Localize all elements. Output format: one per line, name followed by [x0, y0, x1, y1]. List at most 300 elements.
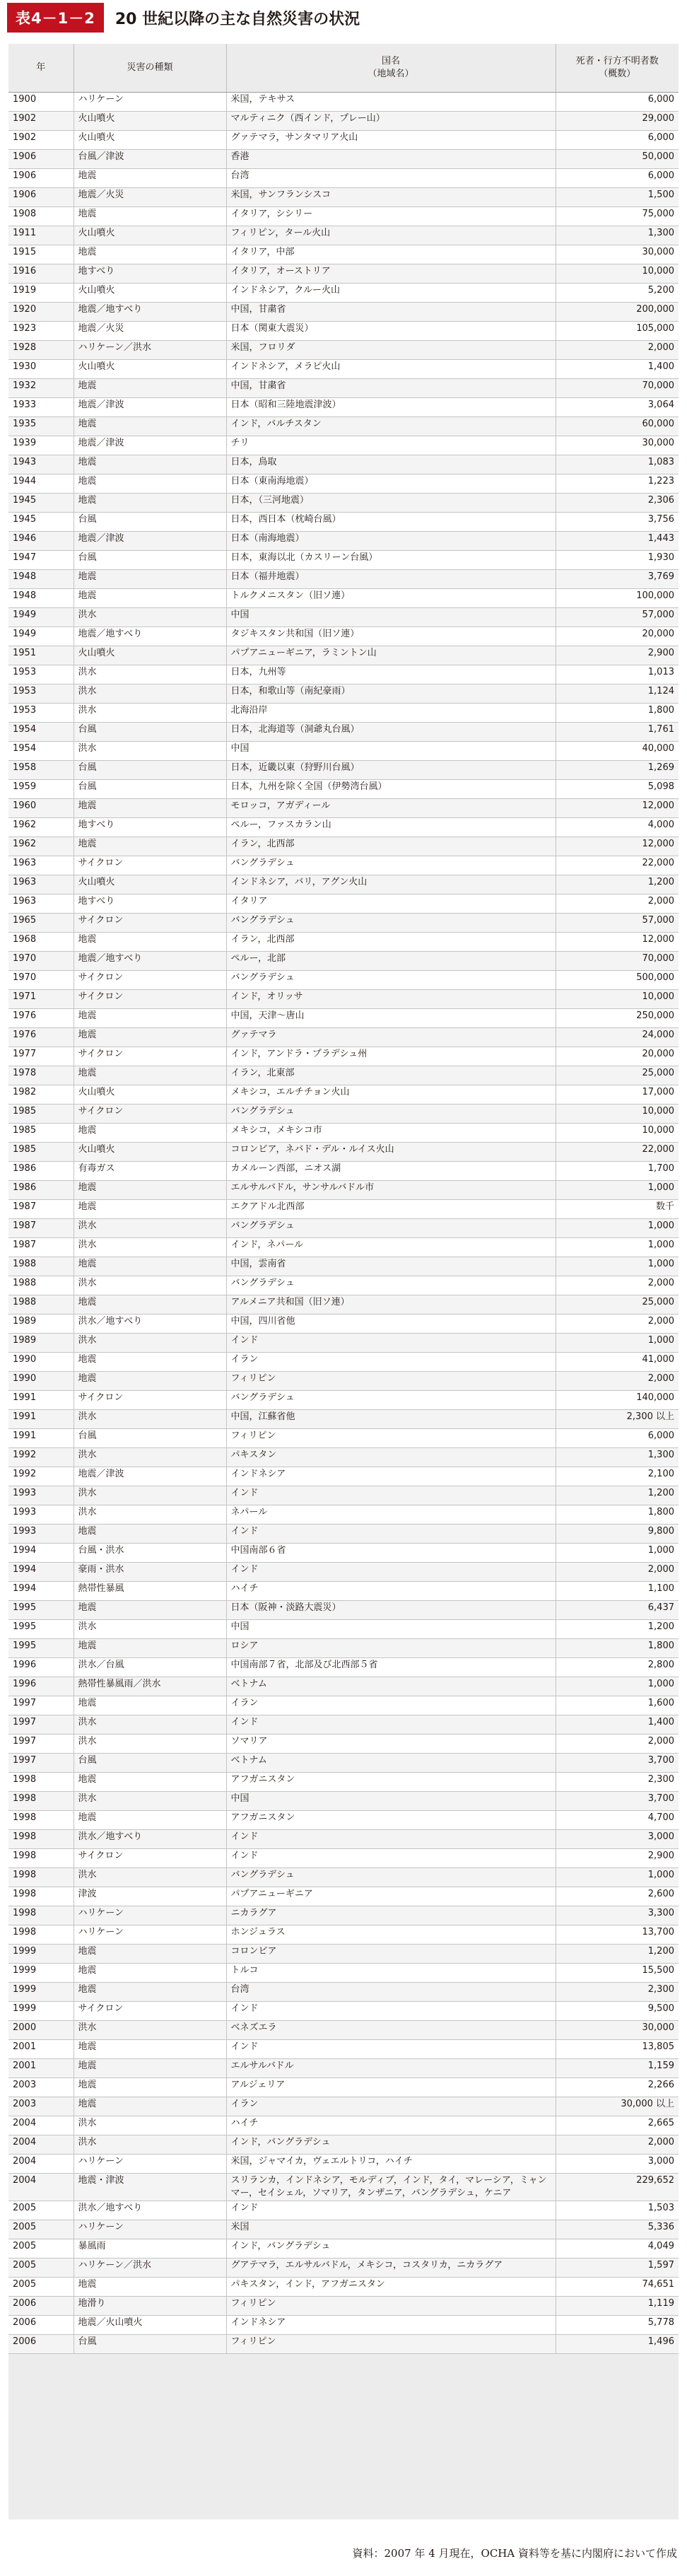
dead-cell: 100,000 [556, 589, 679, 608]
year-cell: 1985 [8, 1124, 74, 1143]
table-row [8, 704, 679, 723]
year-cell: 1998 [8, 1830, 74, 1849]
year-cell: 1971 [8, 990, 74, 1009]
type-cell: 地震 [74, 1257, 226, 1276]
dead-cell: 1,200 [556, 1945, 679, 1964]
dead-cell: 13,805 [556, 2040, 679, 2059]
place-cell: ソマリア [226, 1735, 556, 1754]
type-cell: 地震 [74, 474, 226, 494]
dead-cell: 1,083 [556, 455, 679, 474]
dead-cell: 5,336 [556, 2220, 679, 2239]
type-cell: 台風 [74, 1754, 226, 1773]
dead-cell: 74,651 [556, 2278, 679, 2297]
dead-cell: 13,700 [556, 1925, 679, 1945]
place-cell: ニカラグア [226, 1906, 556, 1925]
year-cell: 2005 [8, 2259, 74, 2278]
type-cell: ハリケーン [74, 1906, 226, 1925]
year-cell: 1943 [8, 455, 74, 474]
dead-cell: 30,000 以上 [556, 2097, 679, 2116]
type-cell: 洪水 [74, 665, 226, 684]
table-row [8, 1658, 679, 1677]
dead-cell: 1,000 [556, 1181, 679, 1200]
year-cell: 1976 [8, 1028, 74, 1047]
dead-cell: 6,437 [556, 1601, 679, 1620]
year-cell: 1919 [8, 284, 74, 303]
type-cell: サイクロン [74, 856, 226, 875]
year-cell: 1999 [8, 1983, 74, 2002]
dead-cell: 1,000 [556, 1238, 679, 1257]
type-cell: 洪水／台風 [74, 1658, 226, 1677]
type-cell: 洪水／地すべり [74, 1315, 226, 1334]
type-cell: 洪水 [74, 1334, 226, 1353]
year-cell: 1962 [8, 818, 74, 837]
table-row [8, 589, 679, 608]
table-row [8, 188, 679, 207]
type-cell: 地震 [74, 1601, 226, 1620]
table-row [8, 1868, 679, 1887]
disaster-table [8, 44, 679, 2354]
place-cell: インドネシア，クルー火山 [226, 284, 556, 303]
place-cell: メキシコ，メキシコ市 [226, 1124, 556, 1143]
year-cell: 1968 [8, 933, 74, 952]
type-cell: 地震 [74, 245, 226, 264]
type-cell: 洪水 [74, 1792, 226, 1811]
year-cell: 1990 [8, 1372, 74, 1391]
type-cell: 津波 [74, 1887, 226, 1906]
dead-cell: 40,000 [556, 742, 679, 761]
place-cell: バングラデシュ [226, 1391, 556, 1410]
place-cell: チリ [226, 436, 556, 455]
place-cell: インド，アンドラ・プラデシュ州 [226, 1047, 556, 1066]
type-cell: 地震 [74, 2278, 226, 2297]
type-cell: ハリケーン [74, 2155, 226, 2174]
type-cell: 地震／地すべり [74, 952, 226, 971]
table-header-row [8, 44, 679, 93]
year-cell: 1998 [8, 1792, 74, 1811]
table-row [8, 2278, 679, 2297]
year-cell: 1908 [8, 207, 74, 226]
type-cell: サイクロン [74, 1391, 226, 1410]
place-cell: 日本，和歌山等（南紀豪雨） [226, 684, 556, 704]
type-cell: 地震 [74, 1811, 226, 1830]
dead-cell: 12,000 [556, 799, 679, 818]
year-cell: 1944 [8, 474, 74, 494]
year-cell: 1997 [8, 1715, 74, 1735]
dead-cell: 3,700 [556, 1754, 679, 1773]
dead-cell: 1,000 [556, 1257, 679, 1276]
table-row [8, 2059, 679, 2078]
type-cell: 地震 [74, 1964, 226, 1983]
dead-cell: 2,000 [556, 1276, 679, 1295]
place-cell: バングラデシュ [226, 856, 556, 875]
dead-cell: 10,000 [556, 990, 679, 1009]
place-cell: 中国 [226, 1792, 556, 1811]
dead-cell: 1,600 [556, 1696, 679, 1715]
table-row [8, 1181, 679, 1200]
place-cell: イラン [226, 2097, 556, 2116]
year-cell: 1998 [8, 1906, 74, 1925]
type-cell: サイクロン [74, 1849, 226, 1868]
table-row [8, 2316, 679, 2335]
type-cell: 地震 [74, 2040, 226, 2059]
year-cell: 1933 [8, 398, 74, 417]
year-cell: 1994 [8, 1563, 74, 1582]
table-row [8, 933, 679, 952]
place-cell: バングラデシュ [226, 1868, 556, 1887]
type-cell: 地震 [74, 1295, 226, 1315]
dead-cell: 1,930 [556, 551, 679, 570]
place-cell: インド，オリッサ [226, 990, 556, 1009]
place-cell: インド [226, 1563, 556, 1582]
table-row [8, 2174, 679, 2201]
place-cell: 日本，近畿以東（狩野川台風） [226, 761, 556, 780]
dead-cell: 22,000 [556, 1143, 679, 1162]
dead-cell: 10,000 [556, 264, 679, 284]
year-cell: 2004 [8, 2155, 74, 2174]
place-cell: ベトナム [226, 1677, 556, 1696]
page-title: 20 世紀以降の主な自然災害の状況 [114, 10, 360, 28]
type-cell: 暴風雨 [74, 2239, 226, 2259]
year-cell: 1900 [8, 93, 74, 112]
year-cell: 1932 [8, 379, 74, 398]
type-cell: 地滑り [74, 2297, 226, 2316]
table-row [8, 1200, 679, 1219]
place-cell: 中国 [226, 1620, 556, 1639]
year-cell: 1948 [8, 589, 74, 608]
table-body [8, 93, 679, 2354]
title-bar [0, 0, 687, 35]
table-row [8, 1925, 679, 1945]
place-cell: フィリピン，タール火山 [226, 226, 556, 245]
year-cell: 1978 [8, 1066, 74, 1085]
year-cell: 2004 [8, 2135, 74, 2155]
type-cell: サイクロン [74, 1105, 226, 1124]
type-cell: 地震 [74, 494, 226, 513]
year-cell: 1949 [8, 627, 74, 646]
table-row [8, 1124, 679, 1143]
type-cell: 火山噴火 [74, 284, 226, 303]
dead-cell: 250,000 [556, 1009, 679, 1028]
table-row [8, 2297, 679, 2316]
table-row [8, 2259, 679, 2278]
year-cell: 1935 [8, 417, 74, 436]
type-cell: 火山噴火 [74, 131, 226, 150]
dead-cell: 2,306 [556, 494, 679, 513]
dead-cell: 3,756 [556, 513, 679, 532]
type-cell: 地震 [74, 1696, 226, 1715]
place-cell: パキスタン [226, 1448, 556, 1467]
table-row [8, 1219, 679, 1238]
dead-cell: 57,000 [556, 608, 679, 627]
dead-cell: 1,400 [556, 1715, 679, 1735]
type-cell: 洪水 [74, 1505, 226, 1525]
type-cell: 地震 [74, 1009, 226, 1028]
type-cell: 洪水 [74, 1276, 226, 1295]
year-cell: 1963 [8, 856, 74, 875]
dead-cell: 4,700 [556, 1811, 679, 1830]
table-row [8, 341, 679, 360]
year-cell: 1985 [8, 1143, 74, 1162]
dead-cell: 200,000 [556, 303, 679, 322]
type-cell: 洪水 [74, 1868, 226, 1887]
place-cell: グァテマラ，サンタマリア火山 [226, 131, 556, 150]
type-cell: 地震 [74, 417, 226, 436]
dead-cell: 20,000 [556, 627, 679, 646]
dead-cell: 17,000 [556, 1085, 679, 1105]
table-row [8, 1754, 679, 1773]
type-cell: 地震 [74, 933, 226, 952]
place-cell: ハイチ [226, 2116, 556, 2135]
year-cell: 1954 [8, 742, 74, 761]
place-cell: 日本，九州等 [226, 665, 556, 684]
dead-cell: 1,119 [556, 2297, 679, 2316]
type-cell: 熱帯性暴風雨／洪水 [74, 1677, 226, 1696]
dead-cell: 70,000 [556, 379, 679, 398]
table-row [8, 1257, 679, 1276]
table-row [8, 2078, 679, 2097]
dead-cell: 6,000 [556, 1429, 679, 1448]
type-cell: 地震／津波 [74, 436, 226, 455]
place-cell: 米国 [226, 2220, 556, 2239]
year-cell: 1947 [8, 551, 74, 570]
table-row [8, 1620, 679, 1639]
table-row [8, 1582, 679, 1601]
type-cell: 台風／津波 [74, 150, 226, 169]
dead-cell: 105,000 [556, 322, 679, 341]
dead-cell: 2,900 [556, 646, 679, 665]
table-row [8, 665, 679, 684]
year-cell: 1963 [8, 875, 74, 894]
table-row [8, 1315, 679, 1334]
dead-cell: 2,900 [556, 1849, 679, 1868]
dead-cell: 4,000 [556, 818, 679, 837]
place-cell: 米国，サンフランシスコ [226, 188, 556, 207]
type-cell: 台風 [74, 780, 226, 799]
table-row [8, 532, 679, 551]
year-cell: 1993 [8, 1486, 74, 1505]
type-cell: 洪水／地すべり [74, 1830, 226, 1849]
dead-cell: 5,778 [556, 2316, 679, 2335]
year-cell: 1902 [8, 131, 74, 150]
year-cell: 1988 [8, 1257, 74, 1276]
table-row [8, 150, 679, 169]
type-cell: 地震 [74, 589, 226, 608]
dead-cell: 1,443 [556, 532, 679, 551]
table-row [8, 93, 679, 112]
type-cell: 洪水 [74, 1448, 226, 1467]
type-cell: 火山噴火 [74, 360, 226, 379]
type-cell: 洪水／地すべり [74, 2201, 226, 2220]
type-cell: 地震 [74, 1181, 226, 1200]
place-cell: 米国，テキサス [226, 93, 556, 112]
table-row [8, 1696, 679, 1715]
dead-cell: 1,000 [556, 1677, 679, 1696]
table-row [8, 742, 679, 761]
table-row [8, 1964, 679, 1983]
place-cell: バングラデシュ [226, 914, 556, 933]
place-cell: インドネシア [226, 2316, 556, 2335]
year-cell: 1902 [8, 112, 74, 131]
place-cell: スリランカ，インドネシア，モルディブ，インド，タイ，マレーシア，ミャンマー，セイシェル，ソマリア，タンザニア，バングラデシュ，ケニア [226, 2174, 556, 2201]
dead-cell: 1,223 [556, 474, 679, 494]
place-cell: ホンジュラス [226, 1925, 556, 1945]
place-cell: イタリア [226, 894, 556, 914]
type-cell: 台風 [74, 2335, 226, 2354]
table-row [8, 837, 679, 856]
place-cell: 日本（関東大震災） [226, 322, 556, 341]
table-row [8, 2040, 679, 2059]
place-cell: 中国，雲南省 [226, 1257, 556, 1276]
year-cell: 1997 [8, 1754, 74, 1773]
dead-header [556, 44, 679, 93]
place-cell: モロッコ，アガディール [226, 799, 556, 818]
place-cell: イラン，北東部 [226, 1066, 556, 1085]
type-cell: 洪水 [74, 2135, 226, 2155]
table-row [8, 1238, 679, 1257]
table-row [8, 1983, 679, 2002]
type-cell: 地震／津波 [74, 398, 226, 417]
place-cell: 中国，四川省他 [226, 1315, 556, 1334]
dead-cell: 3,700 [556, 1792, 679, 1811]
place-cell: イラン [226, 1353, 556, 1372]
dead-cell: 数千 [556, 1200, 679, 1219]
dead-cell: 25,000 [556, 1295, 679, 1315]
year-cell: 1997 [8, 1696, 74, 1715]
place-cell: アフガニスタン [226, 1773, 556, 1792]
dead-cell: 1,000 [556, 1544, 679, 1563]
year-cell: 1992 [8, 1467, 74, 1486]
dead-cell: 1,159 [556, 2059, 679, 2078]
year-cell: 1998 [8, 1887, 74, 1906]
year-cell: 1986 [8, 1181, 74, 1200]
table-row [8, 1353, 679, 1372]
place-cell: コロンビア，ネバド・デル・ルイス火山 [226, 1143, 556, 1162]
type-cell: サイクロン [74, 971, 226, 990]
table-row [8, 1448, 679, 1467]
table-row [8, 379, 679, 398]
table-row [8, 1639, 679, 1658]
table-row [8, 1715, 679, 1735]
dead-header-sub: （概数） [599, 69, 636, 79]
place-cell: フィリピン [226, 2297, 556, 2316]
place-cell: インド [226, 1830, 556, 1849]
place-cell: インド [226, 1849, 556, 1868]
type-cell: 洪水 [74, 1486, 226, 1505]
place-header [226, 44, 556, 93]
dead-cell: 20,000 [556, 1047, 679, 1066]
place-cell: 台湾 [226, 169, 556, 188]
table-row [8, 1773, 679, 1792]
year-cell: 1946 [8, 532, 74, 551]
table-row [8, 1085, 679, 1105]
type-header: 災害の種類 [74, 44, 226, 93]
dead-cell: 2,600 [556, 1887, 679, 1906]
dead-cell: 30,000 [556, 2021, 679, 2040]
year-cell: 1953 [8, 684, 74, 704]
dead-cell: 5,200 [556, 284, 679, 303]
table-row [8, 761, 679, 780]
dead-cell: 1,496 [556, 2335, 679, 2354]
type-cell: 地すべり [74, 818, 226, 837]
dead-cell: 1,761 [556, 723, 679, 742]
table-row [8, 436, 679, 455]
type-cell: 洪水 [74, 2021, 226, 2040]
year-cell: 2004 [8, 2116, 74, 2135]
year-cell: 1998 [8, 1925, 74, 1945]
table-row [8, 1162, 679, 1181]
table-row [8, 2116, 679, 2135]
type-cell: 台風 [74, 761, 226, 780]
place-cell: ペルー，北部 [226, 952, 556, 971]
dead-cell: 41,000 [556, 1353, 679, 1372]
year-cell: 2006 [8, 2297, 74, 2316]
dead-cell: 24,000 [556, 1028, 679, 1047]
type-cell: 洪水 [74, 1735, 226, 1754]
dead-cell: 2,000 [556, 894, 679, 914]
dead-cell: 1,013 [556, 665, 679, 684]
type-cell: 地震／火山噴火 [74, 2316, 226, 2335]
dead-cell: 25,000 [556, 1066, 679, 1085]
table-row [8, 1105, 679, 1124]
year-cell: 1945 [8, 513, 74, 532]
dead-cell: 15,500 [556, 1964, 679, 1983]
type-cell: 台風 [74, 551, 226, 570]
place-cell: 台湾 [226, 1983, 556, 2002]
dead-cell: 60,000 [556, 417, 679, 436]
dead-cell: 3,300 [556, 1906, 679, 1925]
table-row [8, 1849, 679, 1868]
place-cell: グァテマラ [226, 1028, 556, 1047]
place-cell: グアテマラ，エルサルバドル，メキシコ，コスタリカ，ニカラグア [226, 2259, 556, 2278]
place-cell: カメルーン西部，ニオス湖 [226, 1162, 556, 1181]
type-cell: 洪水 [74, 608, 226, 627]
year-cell: 1911 [8, 226, 74, 245]
type-cell: サイクロン [74, 914, 226, 933]
dead-cell: 50,000 [556, 150, 679, 169]
place-cell: 中国 [226, 608, 556, 627]
type-cell: 洪水 [74, 1219, 226, 1238]
dead-cell: 4,049 [556, 2239, 679, 2259]
dead-cell: 2,266 [556, 2078, 679, 2097]
table-row [8, 1028, 679, 1047]
dead-cell: 29,000 [556, 112, 679, 131]
year-cell: 1991 [8, 1391, 74, 1410]
type-cell: 火山噴火 [74, 646, 226, 665]
table-row [8, 2239, 679, 2259]
place-cell: インド，バルチスタン [226, 417, 556, 436]
table-row [8, 1906, 679, 1925]
year-cell: 1996 [8, 1658, 74, 1677]
type-cell: 地震・津波 [74, 2174, 226, 2201]
table-row [8, 570, 679, 589]
dead-cell: 1,200 [556, 1486, 679, 1505]
table-row [8, 1429, 679, 1448]
type-cell: 洪水 [74, 684, 226, 704]
type-cell: ハリケーン [74, 2220, 226, 2239]
type-cell: 洪水 [74, 1410, 226, 1429]
year-cell: 1923 [8, 322, 74, 341]
place-cell: 北海沿岸 [226, 704, 556, 723]
year-cell: 1995 [8, 1639, 74, 1658]
year-cell: 1930 [8, 360, 74, 379]
dead-cell: 3,000 [556, 1830, 679, 1849]
table-row [8, 360, 679, 379]
place-cell: コロンビア [226, 1945, 556, 1964]
year-cell: 1989 [8, 1315, 74, 1334]
dead-cell: 1,800 [556, 1639, 679, 1658]
place-cell: インド [226, 2201, 556, 2220]
table-row [8, 513, 679, 532]
